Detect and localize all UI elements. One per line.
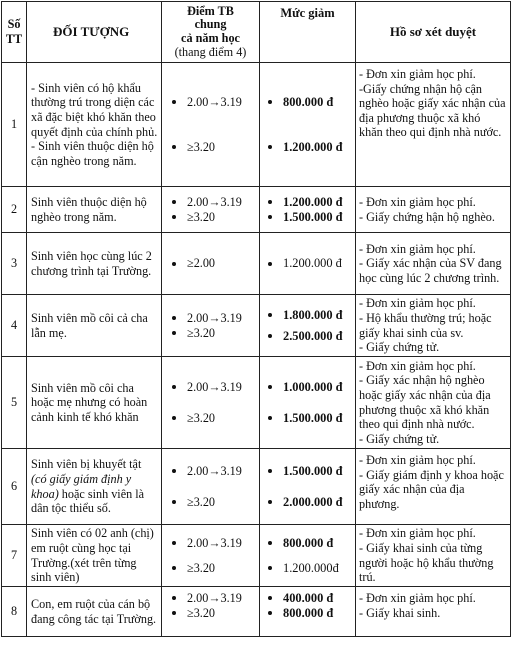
- row-doi-tuong: Sinh viên mồ côi cha hoặc mẹ nhưng có hoàn cảnh kinh tế khó khăn: [27, 357, 162, 449]
- bullet-icon: [172, 200, 176, 204]
- ho-so-line: - Đơn xin giảm học phí.: [359, 67, 476, 81]
- row-ho-so: [356, 295, 511, 357]
- row-doi-tuong: Sinh viên có 02 anh (chị) em ruột cùng học tại Trường.(xét trên từng sinh viên): [27, 525, 162, 587]
- doi-tuong-part-a: Sinh viên bị khuyết tật: [31, 457, 142, 472]
- row-number: 1: [2, 63, 27, 187]
- ho-so-line: - Đơn xin giảm học phí.: [359, 194, 476, 209]
- table-row: [2, 233, 511, 295]
- bullet-icon: [172, 500, 176, 504]
- table-row: [2, 449, 511, 525]
- row-ho-so: [356, 187, 511, 233]
- bullet-icon: [268, 500, 272, 504]
- tuition-reduction-table: [1, 1, 511, 637]
- doi-tuong-italic: (có giấy giám định y khoa): [31, 471, 132, 501]
- header-stt: Số TT: [2, 2, 27, 63]
- row-muc-giam: [260, 63, 356, 187]
- row-number: 7: [2, 525, 27, 587]
- diem-range: 2.00→3.19: [187, 379, 242, 394]
- row-number: 4: [2, 295, 27, 357]
- ho-so-line: - Giấy chứng hận hộ nghèo.: [359, 209, 495, 224]
- header-diem-tb: [162, 2, 260, 63]
- row-ho-so: [356, 525, 511, 587]
- bullet-icon: [268, 145, 272, 149]
- bullet-icon: [172, 469, 176, 473]
- table-row: [2, 525, 511, 587]
- row-diem: [162, 295, 260, 357]
- row-muc-giam: [260, 525, 356, 587]
- muc-value: 2.000.000 đ: [283, 494, 343, 509]
- row-doi-tuong: Sinh viên thuộc diện hộ nghèo trong năm.: [27, 187, 162, 233]
- ho-so-line: - Đơn xin giảm học phí.: [359, 453, 476, 467]
- row-doi-tuong: Sinh viên học cùng lúc 2 chương trình tại Trường.: [27, 233, 162, 295]
- bullet-icon: [268, 416, 272, 420]
- ho-so-line: - Giấy xác nhận hộ nghèo hoặc giấy xác nhận của địa phương thuộc xã khó khăn theo qui định nhà nước.: [359, 373, 491, 432]
- diem-range: 2.00→3.19: [187, 94, 242, 109]
- row-diem: [162, 525, 260, 587]
- header-diem-line1: Điểm TB: [187, 3, 234, 18]
- header-diem-line4: (thang điểm 4): [174, 44, 247, 59]
- row-number: 3: [2, 233, 27, 295]
- bullet-icon: [268, 334, 272, 338]
- ho-so-line: - Đơn xin giảm học phí.: [359, 241, 476, 256]
- diem-range: 2.00→3.19: [187, 591, 242, 605]
- ho-so-line: - Đơn xin giảm học phí.: [359, 296, 476, 311]
- muc-value: 1.000.000 đ: [283, 379, 343, 394]
- row-ho-so: [356, 587, 511, 637]
- bullet-icon: [268, 313, 272, 317]
- ho-so-line: - Đơn xin giảm học phí.: [359, 358, 476, 373]
- muc-value: 400.000 đ: [283, 591, 334, 605]
- table-row: [2, 587, 511, 637]
- bullet-icon: [172, 262, 176, 266]
- bullet-icon: [268, 611, 272, 615]
- row-ho-so: [356, 233, 511, 295]
- row-ho-so: [356, 449, 511, 525]
- row-diem: [162, 357, 260, 449]
- ho-so-line: - Đơn xin giảm học phí.: [359, 591, 476, 605]
- row-diem: [162, 449, 260, 525]
- row-doi-tuong: [27, 449, 162, 525]
- muc-value: 1.200.000 đ: [283, 139, 343, 154]
- ho-so-line: - Giấy xác nhận của SV đang học cùng lúc 2 chương trình.: [359, 256, 502, 285]
- row-diem: [162, 587, 260, 637]
- diem-range: ≥3.20: [187, 560, 216, 575]
- diem-range: ≥3.20: [187, 325, 216, 340]
- row-doi-tuong: Sinh viên mồ côi cả cha lẫn mẹ.: [27, 295, 162, 357]
- ho-so-line: - Đơn xin giảm học phí.: [359, 526, 476, 541]
- muc-value: 1.500.000 đ: [283, 209, 343, 224]
- bullet-icon: [268, 596, 272, 600]
- muc-value: 800.000 đ: [283, 605, 334, 620]
- header-diem-line2: chung: [194, 17, 227, 32]
- row-diem: [162, 187, 260, 233]
- muc-value: 1.500.000 đ: [283, 463, 343, 478]
- bullet-icon: [268, 262, 272, 266]
- bullet-icon: [172, 541, 176, 545]
- bullet-icon: [172, 316, 176, 320]
- bullet-icon: [172, 331, 176, 335]
- row-muc-giam: [260, 295, 356, 357]
- bullet-icon: [268, 215, 272, 219]
- bullet-icon: [172, 215, 176, 219]
- muc-value: 1.200.000 đ: [283, 256, 342, 271]
- muc-value: 1.200.000đ: [283, 560, 339, 575]
- diem-range: ≥3.20: [187, 139, 216, 154]
- bullet-icon: [268, 566, 272, 570]
- ho-so-line: - Giấy khai sinh của từng người hoặc hộ khẩu thường trú.: [359, 540, 494, 585]
- bullet-icon: [268, 100, 272, 104]
- row-number: 6: [2, 449, 27, 525]
- bullet-icon: [268, 385, 272, 389]
- muc-value: 2.500.000 đ: [283, 328, 343, 343]
- table-row: [2, 357, 511, 449]
- doi-tuong-part-a: - Sinh viên có hộ khẩu thường trú trong diện các xã đặc biệt khó khăn theo quyết định của chính phủ.: [31, 80, 158, 139]
- row-muc-giam: [260, 187, 356, 233]
- header-row: [2, 2, 511, 63]
- ho-so-line: - Giấy chứng tử.: [359, 431, 440, 446]
- row-ho-so: [356, 63, 511, 187]
- row-muc-giam: [260, 357, 356, 449]
- doi-tuong-part-b: - Sinh viên thuộc diện hộ cận nghèo trong năm.: [31, 139, 154, 168]
- header-ho-so: Hồ sơ xét duyệt: [356, 2, 511, 63]
- row-doi-tuong: Con, em ruột của cán bộ đang công tác tại Trường.: [27, 587, 162, 637]
- diem-range: ≥3.20: [187, 410, 216, 425]
- row-muc-giam: [260, 233, 356, 295]
- row-doi-tuong: [27, 63, 162, 187]
- bullet-icon: [172, 416, 176, 420]
- diem-range: 2.00→3.19: [187, 463, 242, 478]
- diem-range: 2.00→3.19: [187, 194, 242, 209]
- row-ho-so: [356, 357, 511, 449]
- row-muc-giam: [260, 449, 356, 525]
- bullet-icon: [268, 200, 272, 204]
- bullet-icon: [172, 145, 176, 149]
- muc-value: 1.200.000 đ: [283, 194, 343, 209]
- ho-so-line: -Giấy chứng nhận hộ cận nghèo hoặc giấy xác nhận của địa phương thuộc xã khó khăn theo qui định nhà nước.: [359, 81, 506, 140]
- diem-range: ≥3.20: [187, 605, 216, 620]
- header-doi-tuong: ĐỐI TƯỢNG: [27, 2, 162, 63]
- ho-so-line: - Giấy khai sinh.: [359, 605, 441, 620]
- muc-value: 800.000 đ: [283, 94, 334, 109]
- row-diem: [162, 63, 260, 187]
- diem-range: ≥3.20: [187, 494, 216, 509]
- bullet-icon: [172, 566, 176, 570]
- bullet-icon: [172, 611, 176, 615]
- diem-range: 2.00→3.19: [187, 535, 242, 550]
- ho-so-line: - Hộ khẩu thường trú; hoặc giấy khai sinh của sv.: [359, 310, 492, 340]
- row-number: 5: [2, 357, 27, 449]
- row-number: 2: [2, 187, 27, 233]
- muc-value: 1.800.000 đ: [283, 307, 343, 322]
- bullet-icon: [172, 385, 176, 389]
- bullet-icon: [268, 469, 272, 473]
- muc-value: 800.000 đ: [283, 535, 334, 550]
- header-muc-giam: Mức giảm: [260, 2, 356, 63]
- header-diem-line3: cả năm học: [181, 31, 240, 45]
- doi-tuong-part-b: hoặc sinh viên là dân tộc thiểu số.: [31, 486, 145, 516]
- ho-so-line: - Giấy giám định y khoa hoặc giấy xác nhận của địa phương.: [359, 467, 504, 511]
- row-number: 8: [2, 587, 27, 637]
- ho-so-line: - Giấy chứng tử.: [359, 340, 440, 355]
- table-row: [2, 63, 511, 187]
- row-muc-giam: [260, 587, 356, 637]
- muc-value: 1.500.000 đ: [283, 410, 343, 425]
- bullet-icon: [268, 541, 272, 545]
- table-row: [2, 295, 511, 357]
- bullet-icon: [172, 596, 176, 600]
- bullet-icon: [172, 100, 176, 104]
- diem-range: ≥2.00: [187, 256, 216, 271]
- row-diem: [162, 233, 260, 295]
- table-row: [2, 187, 511, 233]
- diem-range: ≥3.20: [187, 209, 216, 224]
- diem-range: 2.00→3.19: [187, 310, 242, 325]
